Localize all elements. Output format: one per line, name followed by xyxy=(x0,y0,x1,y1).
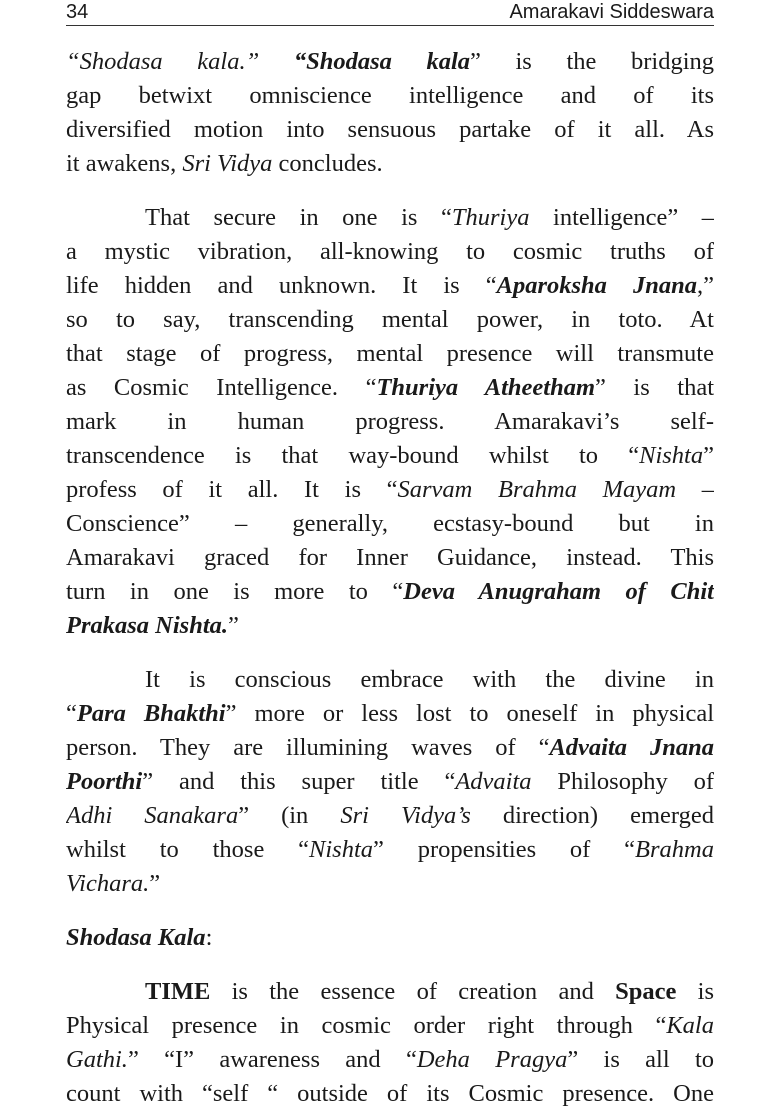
text-line xyxy=(66,867,714,901)
text-run: “Shodasa kala xyxy=(293,48,471,75)
text-run: mark in human progress. Amarakavi’s self- xyxy=(66,408,714,435)
text-line xyxy=(66,1043,714,1077)
text-run: person. They are illumining waves of “ xyxy=(66,734,550,761)
text-run: Conscience” – generally, ecstasy-bound but in xyxy=(66,510,714,537)
text-run: Thuriya xyxy=(451,204,530,231)
text-run: ” (in xyxy=(238,802,341,829)
text-line xyxy=(66,405,714,439)
text-run: Shodasa Kala xyxy=(66,924,206,951)
text-run: Poorthi xyxy=(66,768,143,795)
text-run: Deva Anugraham of Chit xyxy=(403,578,714,605)
running-title: Amarakavi Siddeswara xyxy=(509,1,714,23)
text-line xyxy=(66,371,714,405)
text-run: “ xyxy=(66,700,77,727)
text-line xyxy=(66,439,714,473)
text-run: concludes. xyxy=(272,150,383,177)
text-run: ,” xyxy=(697,272,714,299)
text-line xyxy=(66,697,714,731)
text-run: Amarakavi graced for Inner Guidance, instead. This xyxy=(66,544,714,571)
text-line xyxy=(66,921,714,955)
text-run: It is conscious embrace with the divine in xyxy=(145,666,714,693)
text-run: ” xyxy=(228,612,239,639)
text-line xyxy=(66,799,714,833)
paragraph xyxy=(66,975,714,1111)
text-run: as Cosmic Intelligence. “ xyxy=(66,374,377,401)
text-run: Adhi Sanakara xyxy=(66,802,239,829)
text-run: Gathi. xyxy=(66,1046,128,1073)
text-line xyxy=(66,473,714,507)
text-run: intelligence” – xyxy=(529,204,714,231)
text-run: Space xyxy=(615,978,677,1005)
text-run: Advaita Jnana xyxy=(549,734,714,761)
text-line xyxy=(66,201,714,235)
text-line xyxy=(66,765,714,799)
text-run: ” and this super title “ xyxy=(142,768,456,795)
text-run: Deha Pragya xyxy=(416,1046,568,1073)
text-run: Advaita xyxy=(455,768,532,795)
text-run: it awakens, xyxy=(66,150,183,177)
text-line xyxy=(66,541,714,575)
text-line xyxy=(66,269,714,303)
text-run: TIME xyxy=(145,978,211,1005)
text-line xyxy=(66,235,714,269)
text-run: Para Bhakthi xyxy=(76,700,226,727)
text-line xyxy=(66,113,714,147)
text-line xyxy=(66,731,714,765)
text-run: Nishta xyxy=(309,836,374,863)
text-run: Prakasa Nishta. xyxy=(66,612,229,639)
text-line xyxy=(66,575,714,609)
text-line xyxy=(66,609,714,643)
text-run: ” “I” awareness and “ xyxy=(127,1046,417,1073)
section-heading xyxy=(66,921,714,955)
text-run: ” is all to xyxy=(567,1046,714,1073)
page-body xyxy=(66,45,714,1111)
text-run: ” xyxy=(149,870,161,897)
text-run: ” is the bridging xyxy=(470,48,714,75)
text-run: Thuriya Atheetham xyxy=(376,374,596,401)
text-line xyxy=(66,303,714,337)
text-run: ” xyxy=(703,442,714,469)
text-run: so to say, transcending mental power, in toto. At xyxy=(66,306,714,333)
text-run: Brahma xyxy=(635,836,714,863)
text-run: is xyxy=(676,978,714,1005)
text-line xyxy=(66,663,714,697)
text-run: transcendence is that way-bound whilst to “ xyxy=(66,442,640,469)
text-run: direction) emerged xyxy=(470,802,714,829)
text-run: is the essence of creation and xyxy=(210,978,616,1005)
text-line xyxy=(66,507,714,541)
paragraph xyxy=(66,45,714,181)
text-run: Philosophy of xyxy=(531,768,714,795)
text-line xyxy=(66,1009,714,1043)
text-run: ” is that xyxy=(595,374,714,401)
text-run: Aparoksha Jnana xyxy=(496,272,697,299)
text-line xyxy=(66,79,714,113)
text-run: turn in one is more to “ xyxy=(66,578,404,605)
text-run: : xyxy=(205,924,213,951)
text-run: a mystic vibration, all-knowing to cosmic truths of xyxy=(66,238,714,265)
text-run: ” propensities of “ xyxy=(373,836,636,863)
text-run: gap betwixt omniscience intelligence and of its xyxy=(66,82,714,109)
text-run: count with “self “ outside of its Cosmic presence. One xyxy=(66,1080,714,1107)
text-run: Kala xyxy=(666,1012,714,1039)
text-line xyxy=(66,45,714,79)
text-run: Sarvam Brahma Mayam – xyxy=(397,476,714,503)
text-run: that stage of progress, mental presence will transmute xyxy=(66,340,714,367)
text-line xyxy=(66,833,714,867)
text-line xyxy=(66,147,714,181)
running-header xyxy=(66,0,714,26)
text-line xyxy=(66,337,714,371)
paragraph xyxy=(66,663,714,901)
text-run: Vichara. xyxy=(66,870,150,897)
text-run: ” more or less lost to oneself in physical xyxy=(225,700,714,727)
text-line xyxy=(66,1077,714,1111)
text-run: profess of it all. It is “ xyxy=(66,476,398,503)
text-run: Physical presence in cosmic order right through “ xyxy=(66,1012,667,1039)
text-run: “Shodasa kala.” xyxy=(66,48,294,75)
paragraph xyxy=(66,201,714,643)
text-run: whilst to those “ xyxy=(66,836,310,863)
text-run: Sri Vidya xyxy=(182,150,273,177)
page-number: 34 xyxy=(66,1,89,23)
text-line xyxy=(66,975,714,1009)
text-run: Sri Vidya’s xyxy=(340,802,471,829)
text-run: life hidden and unknown. It is “ xyxy=(66,272,497,299)
text-run: Nishta xyxy=(639,442,704,469)
text-run: diversified motion into sensuous partake of it all. As xyxy=(66,116,714,143)
text-run: That secure in one is “ xyxy=(145,204,452,231)
